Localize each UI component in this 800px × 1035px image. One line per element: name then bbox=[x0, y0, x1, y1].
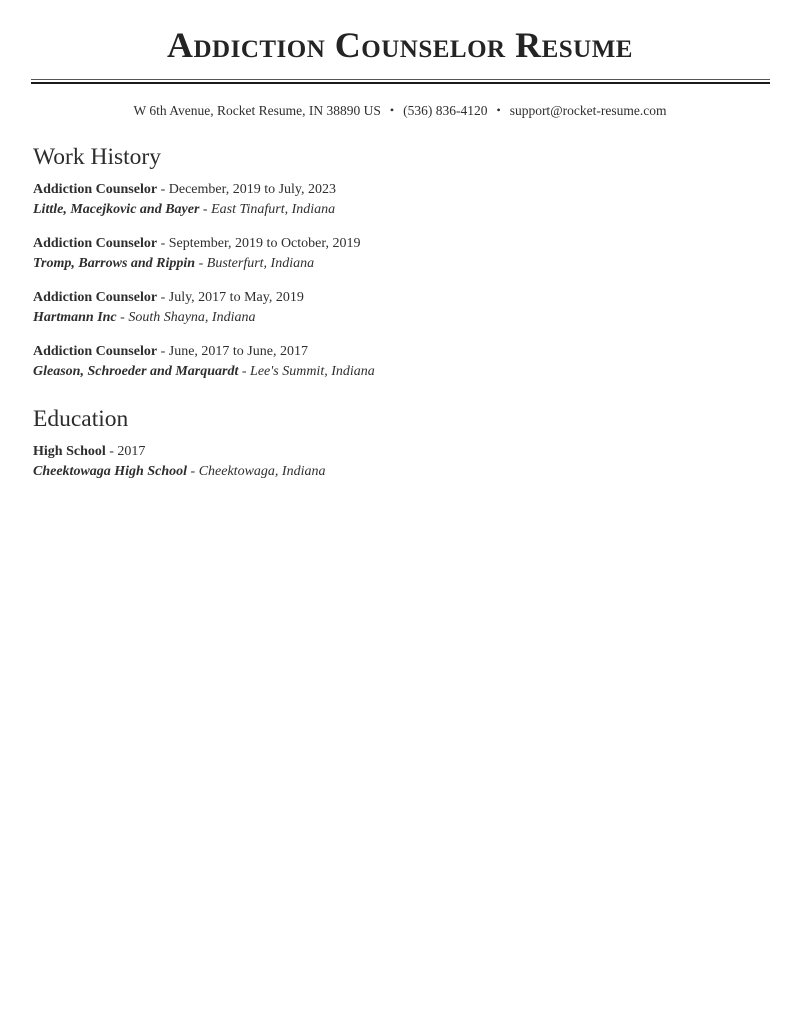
dash-separator: - bbox=[202, 202, 208, 217]
degree-name: High School bbox=[33, 444, 106, 459]
bullet-separator: • bbox=[496, 103, 501, 117]
work-entry-role-line bbox=[33, 234, 770, 254]
job-dates: June, 2017 to June, 2017 bbox=[168, 344, 308, 359]
job-title: Addiction Counselor bbox=[33, 182, 158, 197]
work-entry-company-line bbox=[33, 362, 770, 382]
work-entry-role-line bbox=[33, 180, 770, 200]
dash-separator: - bbox=[160, 344, 166, 359]
job-title: Addiction Counselor bbox=[33, 344, 158, 359]
title-divider bbox=[31, 79, 770, 84]
education-entry bbox=[33, 442, 770, 482]
work-entry-company-line bbox=[33, 254, 770, 274]
contact-phone: (536) 836-4120 bbox=[403, 103, 488, 118]
dash-separator: - bbox=[160, 182, 166, 197]
company-location: Lee's Summit, Indiana bbox=[250, 364, 375, 379]
work-entry-role-line bbox=[33, 342, 770, 362]
education-entry-school-line bbox=[33, 462, 770, 482]
page-title: Addiction Counselor Resume bbox=[166, 25, 633, 65]
company-name: Little, Macejkovic and Bayer bbox=[33, 202, 200, 217]
company-location: Busterfurt, Indiana bbox=[206, 256, 315, 271]
job-dates: July, 2017 to May, 2019 bbox=[168, 290, 304, 305]
school-name: Cheektowaga High School bbox=[33, 464, 188, 479]
bullet-separator: • bbox=[389, 103, 395, 117]
dash-separator: - bbox=[198, 256, 204, 271]
company-name: Hartmann Inc bbox=[33, 310, 117, 325]
dash-separator: - bbox=[120, 310, 125, 325]
contact-address: W 6th Avenue, Rocket Resume, IN 38890 US bbox=[133, 103, 381, 118]
contact-line bbox=[0, 101, 800, 120]
school-location: Cheektowaga, Indiana bbox=[198, 464, 326, 479]
contact-email: support@rocket-resume.com bbox=[509, 103, 667, 118]
dash-separator: - bbox=[160, 290, 166, 305]
work-entry bbox=[33, 288, 770, 328]
work-entry-company-line bbox=[33, 308, 770, 328]
job-title: Addiction Counselor bbox=[33, 236, 158, 251]
work-entry bbox=[33, 234, 770, 274]
work-entry-role-line bbox=[33, 288, 770, 308]
company-name: Gleason, Schroeder and Marquardt bbox=[33, 364, 239, 379]
company-location: South Shayna, Indiana bbox=[128, 310, 256, 325]
dash-separator: - bbox=[160, 236, 166, 251]
section-heading-education: Education bbox=[33, 406, 129, 432]
dash-separator: - bbox=[190, 464, 196, 479]
education-entry-degree-line bbox=[33, 442, 770, 462]
education-entries bbox=[0, 442, 800, 482]
company-name: Tromp, Barrows and Rippin bbox=[33, 256, 196, 271]
work-entry bbox=[33, 342, 770, 382]
job-dates: December, 2019 to July, 2023 bbox=[168, 182, 337, 197]
section-heading-work-history: Work History bbox=[33, 144, 161, 170]
work-entry bbox=[33, 180, 770, 220]
work-history-entries bbox=[0, 180, 800, 382]
dash-separator: - bbox=[241, 364, 247, 379]
work-entry-company-line bbox=[33, 200, 770, 220]
job-title: Addiction Counselor bbox=[33, 290, 158, 305]
dash-separator: - bbox=[109, 444, 114, 459]
job-dates: September, 2019 to October, 2019 bbox=[168, 236, 361, 251]
education-dates: 2017 bbox=[117, 444, 146, 459]
company-location: East Tinafurt, Indiana bbox=[211, 202, 336, 217]
